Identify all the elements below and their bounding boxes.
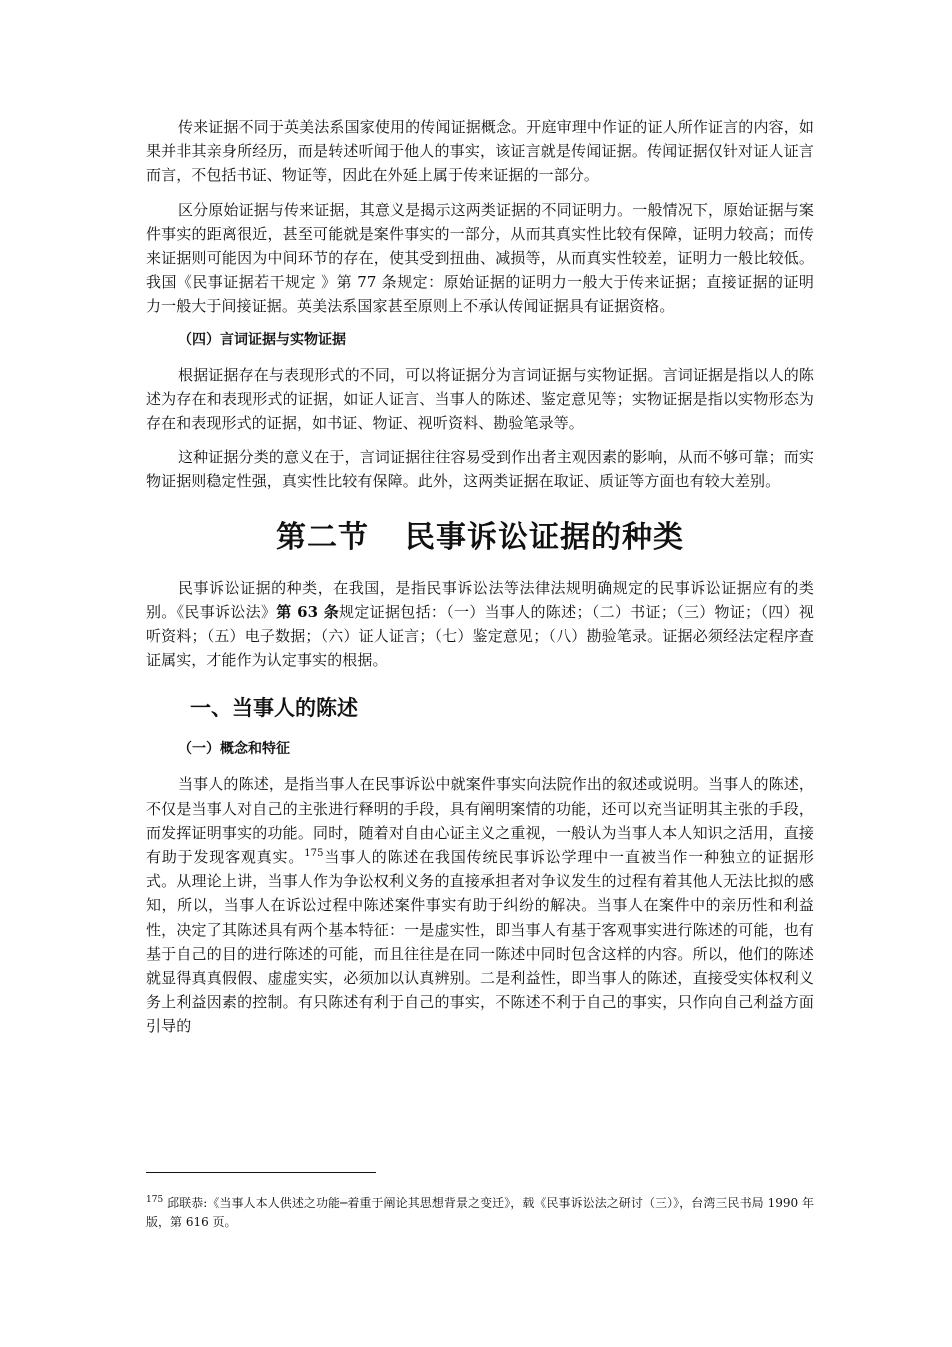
paragraph-text: 规定证据包括：（一）当事人的陈述；（二）书证；（三）物证；（四）视听资料；（五）电子数据；（六）证人证言；（七）鉴定意见；（八）勘验笔录。证据必须经法定程序查证属实，才能作为认定事实的根据。 (146, 602, 815, 670)
section-title (146, 516, 814, 560)
section-number: 第二节 (276, 519, 369, 555)
footnote-number: 175 (146, 1195, 164, 1205)
paragraph: 根据证据存在与表现形式的不同，可以将证据分为言词证据与实物证据。言词证据是指以人的陈述为存在和表现形式的证据，如证人证言、当事人的陈述、鉴定意见等；实物证据是指以实物形态为存在和表现形式的证据，如书证、物证、视听资料、勘验笔录等。 (146, 365, 814, 433)
paragraph-text: 民事诉讼证据的种类，在我国，是指民事诉讼法等法律法规明确规定的民事诉讼证据应有的类别。《民事诉讼法》 (146, 578, 814, 621)
paragraph: 传来证据不同于英美法系国家使用的传闻证据概念。开庭审理中作证的证人所作证言的内容，如果并非其亲身所经历，而是转述听闻于他人的事实，该证言就是传闻证据。传闻证据仅针对证人证言而言，不包括书证、物证等，因此在外延上属于传来证据的一部分。 (146, 118, 814, 185)
paragraph (146, 772, 814, 1038)
subheading: （四）言词证据与实物证据 (178, 331, 346, 348)
footnote-divider (146, 1172, 376, 1174)
document-body (146, 115, 814, 1049)
paragraph-text: 当事人的陈述在我国传统民事诉讼学理中一直被当作一种独立的证据形式。从理论上讲，当事人作为争讼权利义务的直接承担者对争议发生的过程有着其他人无法比拟的感知，所以，当事人在诉讼过程中陈述案件事实有助于纠纷的解决。当事人在案件中的亲历性和利益性，决定了其陈述具有两个基本特征：一是虚实性，即当事人有基于客观事实进行陈述的可能，也有基于自己的目的进行陈述的可能，而且往往是在同一陈述中同时包含这样的内容。所以，他们的陈述就显得真真假假、虚虚实实，必须加以认真辨别。二是利益性，即当事人的陈述，直接受实体权利义务上利益因素的控制。有只陈述有利于自己的事实，不陈述不利于自己的事实，只作向自己利益方面引导的 (146, 848, 814, 1036)
subheading: （一）概念和特征 (178, 741, 290, 758)
paragraph: 区分原始证据与传来证据，其意义是揭示这两类证据的不同证明力。一般情况下，原始证据与案件事实的距离很近，甚至可能就是案件事实的一部分，从而其真实性比较有保障，证明力较高；而传来证据则可能因为中间环节的存在，使其受到扭曲、减损等，从而真实性较差，证明力一般比较低。我国《民事证据若干规定 》第 77 条规定：原始证据的证明力一般大于传来证据；直接证据的证明力一般大于间接证据。英美法系国家甚至原则上不承认传闻证据具有证据资格。 (146, 200, 814, 316)
footnote (146, 1194, 814, 1232)
footnote-text: 邱联恭:《当事人本人供述之功能─着重于阐论其思想背景之变迁》，载《民事诉讼法之研讨（三）》，台湾三民书局 1990 年版，第 616 页。 (146, 1196, 814, 1229)
paragraph (146, 576, 814, 673)
footnote-reference[interactable]: 175 (304, 848, 324, 860)
article-reference: 第 63 条 (276, 602, 340, 621)
paragraph-text: 当事人的陈述，是指当事人在民事诉讼中就案件事实向法院作出的叙述或说明。当事人的陈述，不仅是当事人对自己的主张进行释明的手段，具有阐明案情的功能，还可以充当证明其主张的手段，而发挥证明事实的功能。同时，随着对自由心证主义之重视，一般认为当事人本人知识之活用，直接有助于发现客观真实。 (146, 775, 814, 867)
paragraph: 这种证据分类的意义在于，言词证据往往容易受到作出者主观因素的影响，从而不够可靠；而实物证据则稳定性强，真实性比较有保障。此外，这两类证据在取证、质证等方面也有较大差别。 (146, 448, 814, 491)
heading: 一、当事人的陈述 (190, 696, 358, 721)
section-name: 民事诉讼证据的种类 (405, 519, 684, 555)
